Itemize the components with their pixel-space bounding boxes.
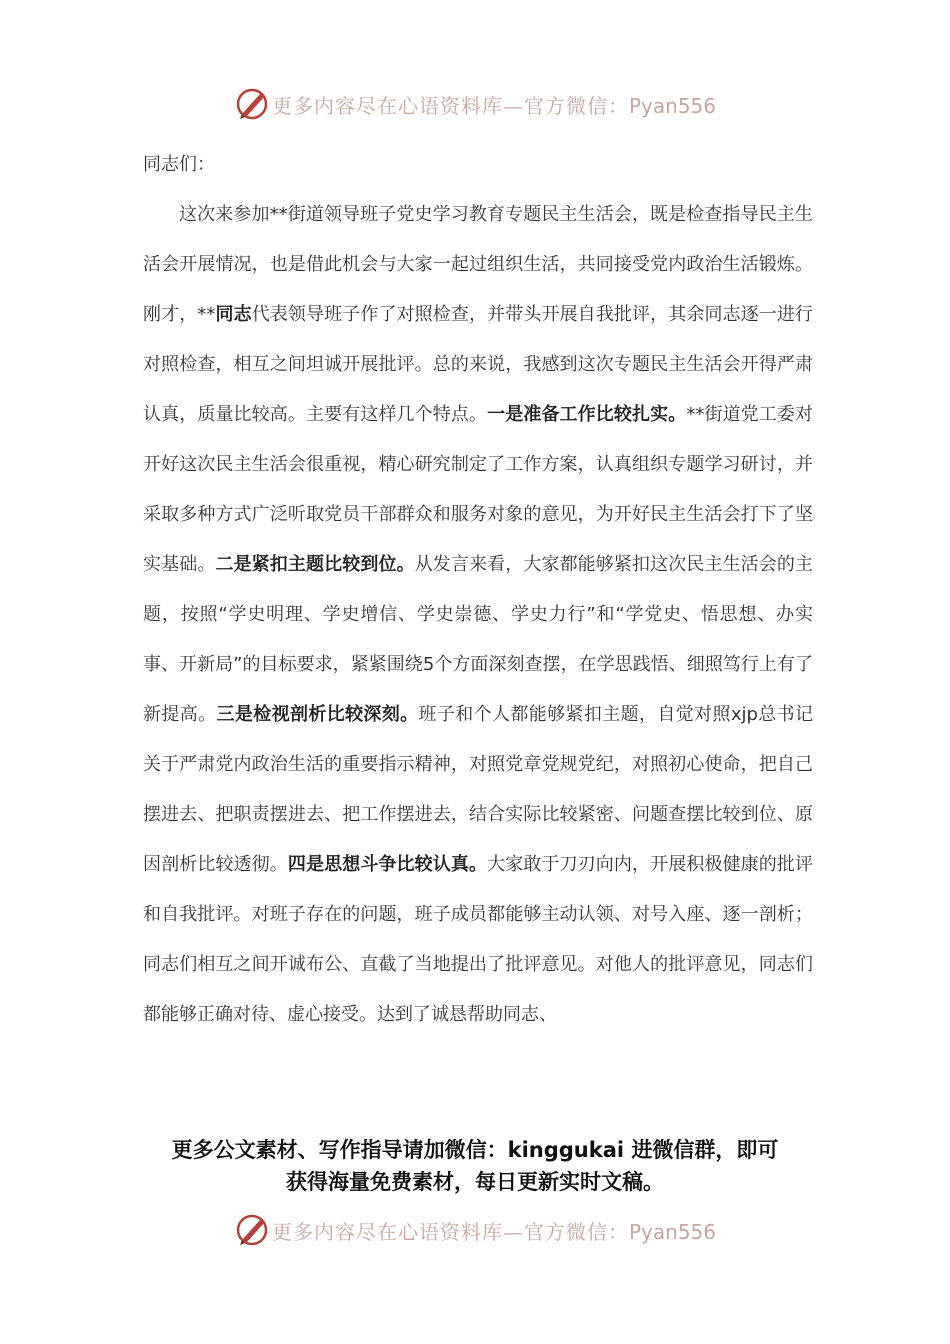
text-segment: 代表领导班子作了对照检查，并带头开展自我批评，其余同志逐一进行对照检查，相互之间坦诚开展批评。总的来说，我感到这次专题民主生活会开得严肃认真，质量比较高。主要有这样几个特点。: [143, 304, 814, 425]
bold-segment: 同志: [215, 304, 252, 325]
bold-segment: 四是思想斗争比较认真。: [287, 854, 488, 875]
footer-watermark-banner: [0, 1210, 950, 1250]
footer-banner-text: 更多内容尽在心语资料库—官方微信：Pyan556: [271, 1219, 716, 1244]
header-banner-text: 更多内容尽在心语资料库—官方微信：Pyan556: [271, 93, 716, 118]
promo-notice: [120, 1134, 830, 1198]
text-segment: 班子和个人都能够紧扣主题，自觉对照xjp总书记关于严肃党内政治生活的重要指示精神，对照党章党规党纪，对照初心使命，把自己摆进去、把职责摆进去、把工作摆进去，结合实际比较紧密、问题查摆比较到位、原因剖析比较透彻。: [143, 704, 814, 875]
text-segment: **街道党工委对开好这次民主生活会很重视，精心研究制定了工作方案，认真组织专题学习研讨，并采取多种方式广泛听取党员干部群众和服务对象的意见，为开好民主生活会打下了坚实基础。: [143, 404, 814, 575]
header-handle: Pyan556: [628, 93, 716, 118]
pen-logo-icon: [234, 86, 270, 122]
main-paragraph: [143, 190, 813, 1040]
bold-segment: 三是检视剖析比较深刻。: [216, 704, 419, 725]
document-body: [143, 140, 813, 1040]
footer-handle: Pyan556: [628, 1219, 716, 1244]
promo-line-2: 获得海量免费素材，每日更新实时文稿。: [286, 1170, 664, 1194]
bold-segment: 二是紧扣主题比较到位。: [215, 554, 415, 575]
text-segment: 从发言来看，大家都能够紧扣这次民主生活会的主题，按照“学史明理、学史增信、学史崇德、学史力行”和“学党史、悟思想、办实事、开新局”的目标要求，紧紧围绕5个方面深刻查摆，在学思践悟、细照笃行上有了新提高。: [143, 554, 814, 725]
text-segment: 这次来参加**街道领导班子党史学习教育专题民主生活会，既是检查指导民主生活会开展情况，也是借此机会与大家一起过组织生活，共同接受党内政治生活锻炼。刚才，**: [143, 204, 813, 325]
header-watermark-banner: [0, 84, 950, 124]
bold-segment: 一是准备工作比较扎实。: [487, 404, 687, 425]
pen-logo-icon: [234, 1212, 270, 1248]
promo-line-1: 更多公文素材、写作指导请加微信：kinggukai 进微信群，即可: [171, 1138, 779, 1162]
salutation: 同志们：: [143, 154, 215, 175]
text-segment: 大家敢于刀刃向内，开展积极健康的批评和自我批评。对班子存在的问题，班子成员都能够主动认领、对号入座、逐一剖析；同志们相互之间开诚布公、直截了当地提出了批评意见。对他人的批评意见，同志们都能够正确对待、虚心接受。达到了诚恳帮助同志、: [143, 854, 814, 1025]
